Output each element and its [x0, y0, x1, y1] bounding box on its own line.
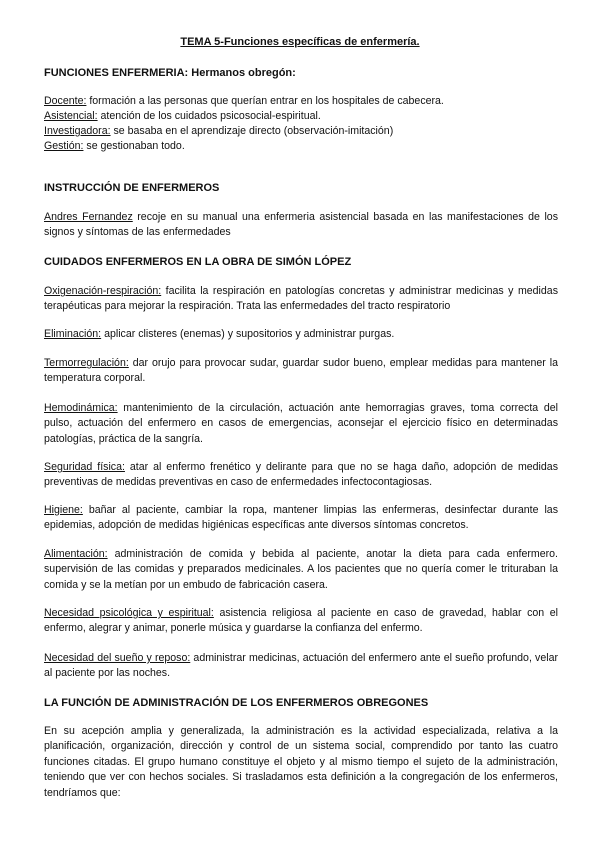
paragraph-seguridad-fisica: [44, 460, 558, 491]
term-label: Necesidad psicológica y espiritual:: [44, 607, 214, 619]
paragraph-necesidad-sueno: [44, 651, 558, 682]
term-text: se gestionaban todo.: [83, 140, 185, 152]
term-text: se basaba en el aprendizaje directo (observación-imitación): [110, 125, 394, 137]
term-text: bañar al paciente, cambiar la ropa, mantener limpias las enfermeras, desinfectar durante las epidemias, adopción de medidas higiénicas específicas ante diversos síntomas concretos.: [44, 504, 558, 532]
paragraph-andres-fernandez: [44, 210, 558, 241]
term-text: recoje en su manual una enfermeria asistencial basada en las manifestaciones de los signos y síntomas de las enfermedades: [44, 211, 558, 239]
list-item-asistencial: [44, 109, 321, 124]
list-item-docente: [44, 94, 444, 109]
term-text: atención de los cuidados psicosocial-espiritual.: [97, 110, 321, 122]
paragraph-hemodinamica: [44, 401, 558, 447]
term-text: administrar medicinas, actuación del enfermero ante el sueño profundo, velar al paciente por las noches.: [44, 652, 558, 680]
term-label: Higiene:: [44, 504, 83, 516]
term-label: Investigadora:: [44, 125, 111, 137]
section-heading-funciones: FUNCIONES ENFERMERIA: Hermanos obregón:: [44, 67, 296, 79]
term-label: Andres Fernandez: [44, 211, 133, 223]
section-heading-cuidados: CUIDADOS ENFERMEROS EN LA OBRA DE SIMÓN LÓPEZ: [44, 256, 352, 268]
paragraph-administracion: En su acepción amplia y generalizada, la administración es la actividad especializada, relativa a la planificación, organización, dirección y control de un sistema social, comprendido por tanto las cuatro funciones citadas. El grupo humano constituye el objeto y al mismo tiempo el sujeto de la administración, teniendo que ver con hechos sociales. Si trasladamos esta definición a la congregación de los enfermeros, tendríamos que:: [44, 725, 558, 799]
term-text: facilita la respiración en patologías concretas y administrar medicinas y medidas terapéuticas para mejorar la respiración. Trata las enfermedades del tracto respiratorio: [44, 285, 558, 313]
paragraph-termorregulacion: [44, 356, 558, 387]
term-label: Oxigenación-respiración:: [44, 285, 162, 297]
term-text: dar orujo para provocar sudar, guardar sudor bueno, emplear medidas para mantener la temperatura corporal.: [44, 357, 558, 385]
term-text: aplicar clisteres (enemas) y supositorios y administrar purgas.: [101, 328, 395, 340]
page-title: TEMA 5-Funciones específicas de enfermería.: [180, 36, 420, 48]
term-text: administración de comida y bebida al paciente, anotar la dieta para cada enfermero. supervisión de las comidas y preparados medicinales. A los pacientes que no quería comer le trituraban la comida y se la metían por un embudo de fabricación casera.: [44, 548, 558, 591]
paragraph-eliminacion: [44, 327, 558, 342]
term-label: Termorregulación:: [44, 357, 129, 369]
term-label: Alimentación:: [44, 548, 108, 560]
paragraph-higiene: [44, 503, 558, 534]
paragraph-oxigenacion: [44, 284, 558, 315]
term-label: Docente:: [44, 95, 87, 107]
term-label: Seguridad física:: [44, 461, 125, 473]
paragraph-alimentacion: [44, 547, 558, 593]
term-label: Necesidad del sueño y reposo:: [44, 652, 191, 664]
term-text: atar al enfermo frenético y delirante para que no se haga daño, adopción de medidas preventivas de medidas preventivas en caso de enfermedades infectocontagiosas.: [44, 461, 558, 489]
section-heading-administracion: LA FUNCIÓN DE ADMINISTRACIÓN DE LOS ENFERMEROS OBREGONES: [44, 697, 429, 709]
list-item-investigadora: [44, 124, 393, 139]
term-label: Eliminación:: [44, 328, 102, 340]
list-item-gestion: [44, 139, 185, 154]
term-label: Hemodinámica:: [44, 402, 118, 414]
term-label: Gestión:: [44, 140, 84, 152]
paragraph-necesidad-psicologica: [44, 606, 558, 637]
section-heading-instruccion: INSTRUCCIÓN DE ENFERMEROS: [44, 182, 220, 194]
term-text: mantenimiento de la circulación, actuación ante hemorragias graves, toma correcta del pulso, actuación del enfermero en casos de emergencias, aconsejar el ejercicio físico en determinadas patologías, práctica de la sangría.: [44, 402, 558, 445]
term-text: formación a las personas que querían entrar en los hospitales de cabecera.: [86, 95, 444, 107]
term-label: Asistencial:: [44, 110, 98, 122]
term-text: asistencia religiosa al paciente en caso de gravedad, hablar con el enfermo, alegrar y animar, ponerle música y guardarse la confianza del enfermo.: [44, 607, 558, 635]
